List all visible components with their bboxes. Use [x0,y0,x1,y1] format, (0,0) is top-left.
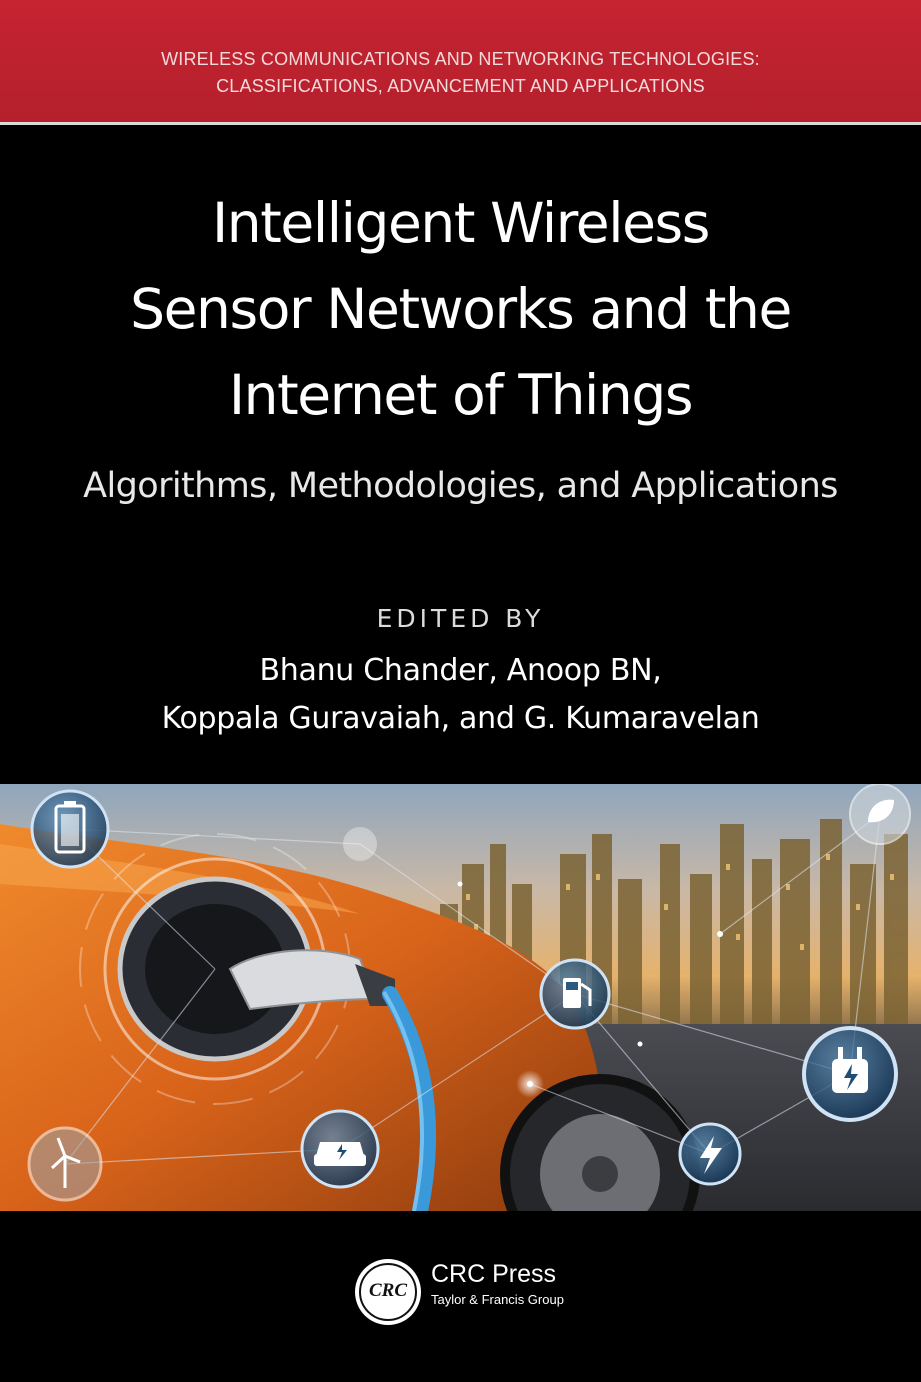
fuel-pump-icon [541,960,609,1028]
plug-icon [804,1028,896,1120]
edited-by-label: EDITED BY [376,604,545,633]
electric-car-icon [302,1111,378,1187]
battery-icon [32,791,108,867]
wind-turbine-icon [29,1128,101,1200]
editors-line-1: Bhanu Chander, Anoop BN, [259,653,662,688]
lightning-icon [680,1124,740,1184]
publisher-group: Taylor & Francis Group [431,1292,564,1307]
series-title-line-2: CLASSIFICATIONS, ADVANCEMENT AND APPLICATIONS [216,76,705,96]
book-title-line-2: Sensor Networks and the [130,277,791,341]
eco-leaf-icon [850,784,910,844]
network-node-icon [344,828,376,860]
series-title-line-1: WIRELESS COMMUNICATIONS AND NETWORKING TECHNOLOGIES: [161,49,760,69]
series-banner [0,0,921,125]
crc-logo-text: CRC [368,1280,408,1301]
cover-photo [0,784,921,1211]
book-title-line-3: Internet of Things [228,363,693,427]
book-title-line-1: Intelligent Wireless [211,191,710,255]
book-subtitle: Algorithms, Methodologies, and Applications [83,466,838,506]
editors-line-2: Koppala Guravaiah, and G. Kumaravelan [161,701,760,736]
charging-plug [230,950,375,1009]
publisher-name: CRC Press [431,1260,557,1288]
